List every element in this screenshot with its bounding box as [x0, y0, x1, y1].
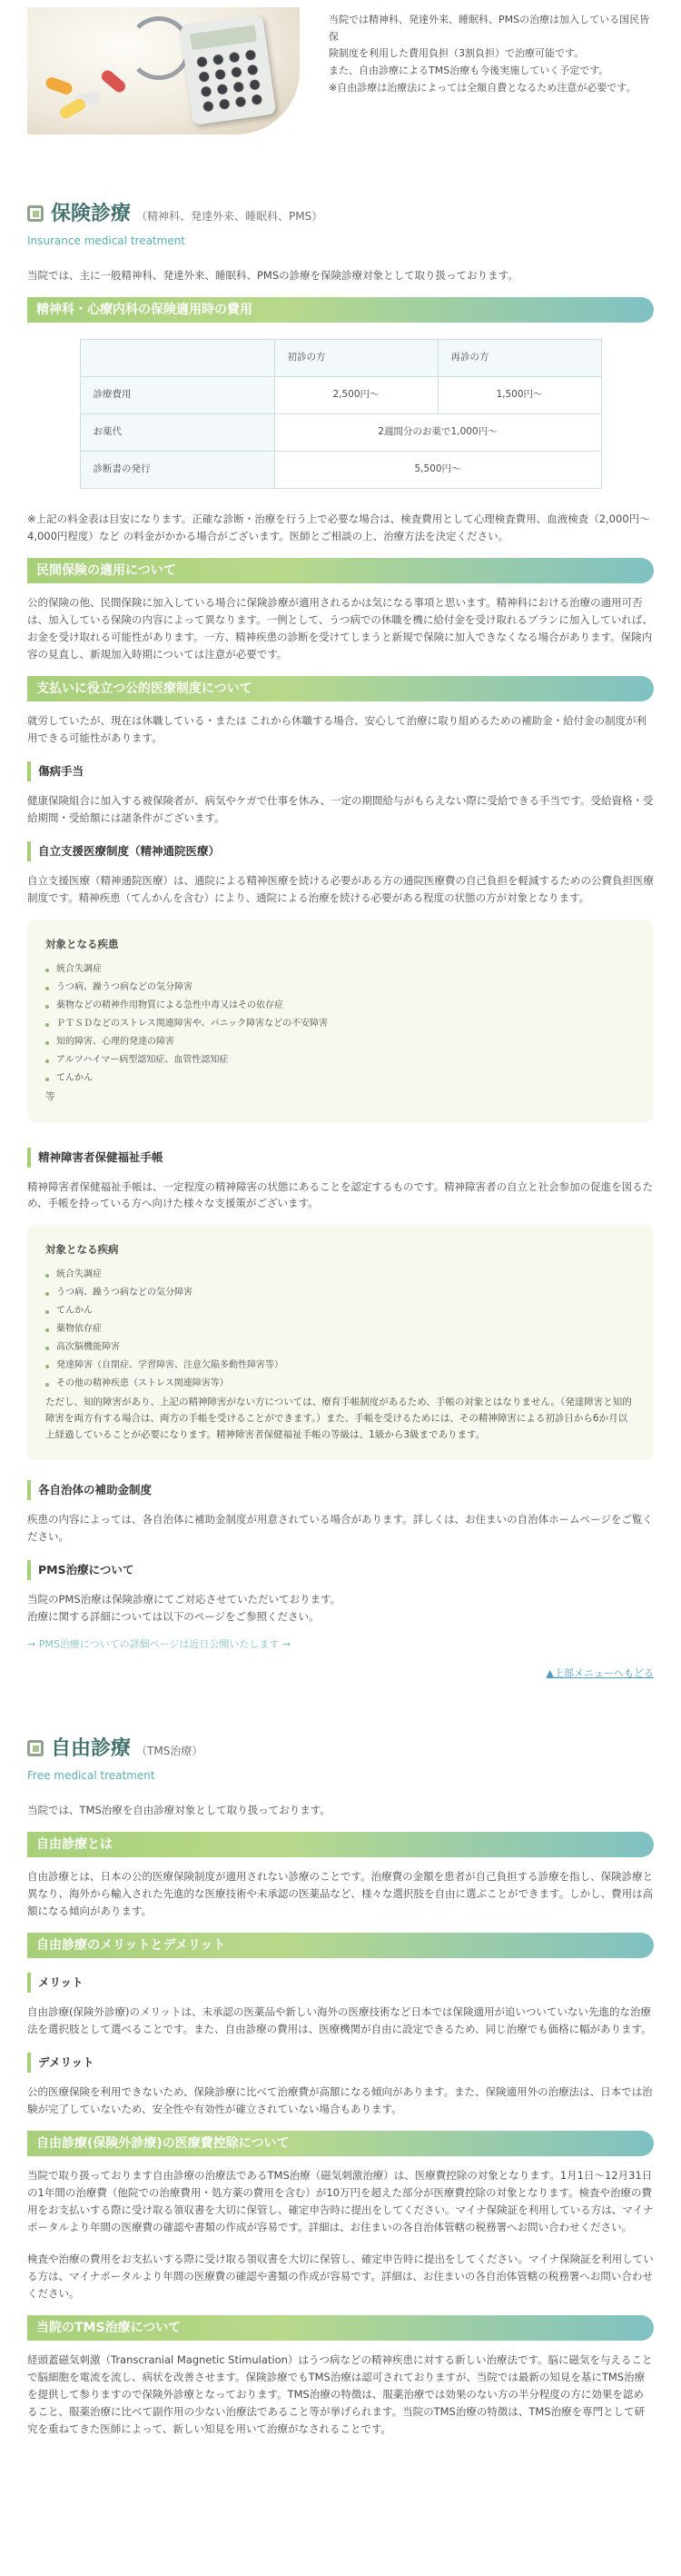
intro-section [27, 0, 654, 134]
list-item: 高次脳機能障害 [45, 1338, 636, 1357]
fee-bar: 精神科・心療内科の保険適用時の費用 [27, 297, 654, 323]
handbook-heading: 精神障害者保健福祉手帳 [27, 1148, 654, 1168]
intro-line: 当院では精神科、発達外来、睡眠科、PMSの治療は加入している国民皆保 [329, 14, 650, 43]
row-label: 診断書の発行 [80, 452, 274, 489]
stethoscope-icon [127, 16, 191, 80]
disease-list [45, 1266, 636, 1393]
private-insurance-bar: 民間保険の適用について [27, 558, 654, 583]
list-item: ＰＴＳＤなどのストレス関連障害や、パニック障害などの不安障害 [45, 1015, 636, 1033]
list-item: 統合失調症 [45, 960, 636, 979]
table-header-empty [80, 340, 274, 377]
list-item: 統合失調症 [45, 1266, 636, 1284]
calculator-icon [180, 15, 276, 125]
insurance-heading [27, 198, 654, 231]
table-row [80, 377, 601, 414]
municipal-text: 疾患の内容によっては、各自治体に補助金制度が用意されている場合があります。詳しくは、お住まいの自治体ホームページをご覧ください。 [27, 1512, 653, 1543]
pms-text-2: 治療に関する詳細については以下のページをご参照ください。 [27, 1609, 320, 1623]
section-square-icon [27, 205, 44, 222]
list-item: うつ病、躁うつ病などの気分障害 [45, 1284, 636, 1302]
pms-heading: PMS治療について [27, 1560, 654, 1580]
private-insurance-text: 公的保険の他、民間保険に加入している場合に保険診療が適用されるかは気になる事項と思います。精神科における治療の適用可否は、加入している保険の内容によって異なります。一例として、うつ病での休職を機に給付金を受け取れるプランに加入していれば、お金を受け取れる可能性があります。一方、精神疾患の診断を受けてしまうと新規で保険に加入できなくなる場合があります。保険内容の見直し、新規加入時期については注意が必要です。 [27, 596, 653, 661]
municipal-heading: 各自治体の補助金制度 [27, 1480, 654, 1500]
box-title: 対象となる疾病 [45, 1243, 119, 1257]
intro-line: また、自由診療によるTMS治療も今後実施していく予定です。 [329, 65, 609, 77]
handbook-text: 精神障害者保健福祉手帳は、一定程度の精神障害の状態にあることを認定するものです。精神障害者の自立と社会参加の促進を図るため、手帳を持っている方へ向けた様々な支援策がございます。 [27, 1179, 654, 1210]
tms-bar: 当院のTMS治療について [27, 2315, 654, 2341]
list-item: 薬物などの精神作用物質による急性中毒又はその依存症 [45, 997, 636, 1015]
intro-text [300, 7, 654, 134]
support-disease-box [27, 920, 654, 1122]
public-system-text: 就労していたが、現在は休職している・または これから休職する場合、安心して治療に取り組めるための補助金・給付金の制度が利用できる可能性があります。 [27, 713, 647, 744]
list-item: 発達障害（自閉症、学習障害、注意欠陥多動性障害等） [45, 1357, 636, 1375]
fee-table [80, 339, 602, 489]
box-title: 対象となる疾患 [45, 937, 119, 950]
table-header-first: 初診の方 [274, 340, 438, 377]
insurance-title: 保険診療 [51, 203, 132, 225]
tms-text: 経頭蓋磁気刺激（Transcranial Magnetic Stimulation）はうつ病などの精神疾患に対する新しい治療法です。脳に磁気を与えることで脳細胞を電流を流し、病状を改善させます。保険診療でもTMS治療は認可されておりますが、当院では最新の知見を基にTMS治療を提供して参りますので保険外診療となっております。TMS治療の特徴は、服薬治療では効果のない方の半分程度の方に効果を認めること、服薬治療に比べて副作用の少ない治療法であること等が挙げられます。当院のTMS治療の特徴は、TMS治療を専門として研究を重ねてきた医師によって、新しい知見を用いて治療がなされることです。 [27, 2352, 653, 2435]
insurance-en-title: Insurance medical treatment [27, 234, 186, 248]
list-item: 薬物依存症 [45, 1320, 636, 1338]
sickness-allowance-heading: 傷病手当 [27, 761, 654, 781]
list-item: その他の精神疾患（ストレス関連障害等） [45, 1375, 636, 1393]
demerit-heading: デメリット [27, 2053, 654, 2073]
demerit-text: 公的医療保険を利用できないため、保険診療に比べて治療費が高額になる傾向があります。また、保険適用外の治療法は、日本では治験が完了していないため、安全性や有効性が確立されていない場合もあります。 [27, 2085, 653, 2115]
list-item: うつ病、躁うつ病などの気分障害 [45, 979, 636, 997]
intro-line: ※自由診療は治療法によっては全額自費となるため注意が必要です。 [329, 81, 637, 94]
deduction-text-2: 検査や治療の費用をお支払いする際に受け取る領収書を大切に保管し、確定申告時に提出をしてください。マイナ保険証を利用している方は、マイナポータルより年間の医療費の確認や書類の作成が容易です。詳細は、お住まいの各自治体管轄の税務署へお問い合わせください。 [27, 2252, 654, 2300]
back-to-top-link[interactable]: ▲上部メニューへもどる [546, 1666, 654, 1679]
row-label: お薬代 [80, 414, 274, 452]
merit-demerit-bar: 自由診療のメリットとデメリット [27, 1933, 654, 1958]
merit-text: 自由診療(保険外診療)のメリットは、未承認の医薬品や新しい海外の医療技術など日本では保険適用が追いついていない先進的な治療法を選択肢として選べることです。また、自由診療の費用は、医療機関が自由に設定できるため、同じ治療でも価格に幅があります。 [27, 2005, 652, 2036]
table-row [80, 414, 601, 452]
handbook-disease-box [27, 1225, 654, 1460]
table-row [80, 452, 601, 489]
row-first-value: 2,500円〜 [274, 377, 438, 414]
pms-text-1: 当院のPMS治療は保険診療にてご対応させていただいております。 [27, 1592, 341, 1606]
row-repeat-value: 1,500円〜 [438, 377, 601, 414]
box-note: ただし、知的障害があり、上記の精神障害がない方については、療育手帳制度があるため、手帳の対象とはなりません。（発達障害と知的障害を両方有する場合は、両方の手帳を受けることができます。）また、手帳を受けるためには、その精神障害による初診日から6か月以上経過していることが必要になります。精神障害者保健福祉手帳の等級は、1級から3級まであります。 [45, 1397, 632, 1441]
insurance-lead: 当院では、主に一般精神科、発達外来、睡眠科、PMSの診療を保険診療対象として取り扱っております。 [27, 269, 518, 283]
section-square-icon [27, 1740, 44, 1756]
row-label: 診療費用 [80, 377, 274, 414]
list-item: てんかん [45, 1069, 636, 1088]
free-heading [27, 1733, 654, 1765]
row-span-value: 5,500円〜 [274, 452, 601, 489]
calculator-stethoscope-image [27, 7, 300, 134]
what-free-bar: 自由診療とは [27, 1832, 654, 1857]
intro-line: 険制度を利用した費用負担（3割負担）で治療可能です。 [329, 47, 585, 60]
table-header-repeat: 再診の方 [438, 340, 601, 377]
merit-heading: メリット [27, 1973, 654, 1993]
support-medical-text: 自立支援医療（精神通院医療）は、通院による精神医療を続ける必要がある方の通院医療費の自己負担を軽減するための公費負担医療制度です。精神疾患（てんかんを含む）により、通院による治療を続ける必要がある程度の状態の方が対象となります。 [27, 873, 654, 904]
free-lead: 当院では、TMS治療を自由診療対象として取り扱っております。 [27, 1804, 331, 1817]
free-en-title: Free medical treatment [27, 1769, 155, 1783]
insurance-subtitle: （精神科、発達外来、睡眠科、PMS） [136, 210, 323, 223]
sickness-allowance-text: 健康保険組合に加入する被保険者が、病気やケガで仕事を休み、一定の期間給与がもらえない際に受給できる手当です。受給資格・受給期間・受給額には諸条件がございます。 [27, 793, 654, 824]
fee-note: ※上記の料金表は目安になります。正確な診断・治療を行う上で必要な場合は、検査費用として心理検査費用、血液検査（2,000円〜4,000円程度）など の料金がかかる場合がございます。医師とご相談の上、治療方法を決定ください。 [27, 512, 650, 543]
row-span-value: 2週間分のお薬で1,000円〜 [274, 414, 601, 452]
free-subtitle: （TMS治療） [136, 1745, 203, 1758]
support-medical-heading: 自立支援医療制度（精神通院医療） [27, 841, 654, 861]
list-item: 知的障害、心理的発達の障害 [45, 1033, 636, 1051]
public-system-bar: 支払いに役立つ公的医療制度について [27, 676, 654, 701]
what-free-text: 自由診療とは、日本の公的医療保険制度が適用されない診療のことです。治療費の金額を患者が自己負担する診療を指し、保険診療と異なり、海外から輸入された先進的な医療技術や未承認の医薬品など、様々な選択肢を自由に選ぶことができます。しかし、費用は高額になる傾向があります。 [27, 1870, 654, 1918]
deduction-bar: 自由診療(保険外診療)の医療費控除について [27, 2131, 654, 2156]
deduction-text-1: 当院で取り扱っております自由診療の治療法であるTMS治療（磁気刺激治療）は、医療費控除の対象となります。1月1日～12月31日の1年間の治療費（他院での治療費用・処方薬の費用を含む）が10万円を超えた部分が医療費控除の対象となります。検査や治療の費用をお支払いする際に受け取る領収書を大切に保管し、確定申告時に提出をしてください。マイナ保険証を利用している方は、マイナポータルより年間の医療費の確認や書類の作成が容易です。詳細は、お住まいの各自治体管轄の税務署へお問い合わせください。 [27, 2168, 654, 2233]
free-title: 自由診療 [51, 1737, 132, 1761]
list-item: てんかん [45, 1302, 636, 1320]
list-item: アルツハイマー病型認知症、血管性認知症 [45, 1051, 636, 1069]
disease-list [45, 960, 636, 1088]
table-header-row [80, 340, 601, 377]
pms-detail-link[interactable]: → PMS治療についての詳細ページは近日公開いたします → [27, 1637, 291, 1650]
box-note: 等 [45, 1090, 55, 1102]
